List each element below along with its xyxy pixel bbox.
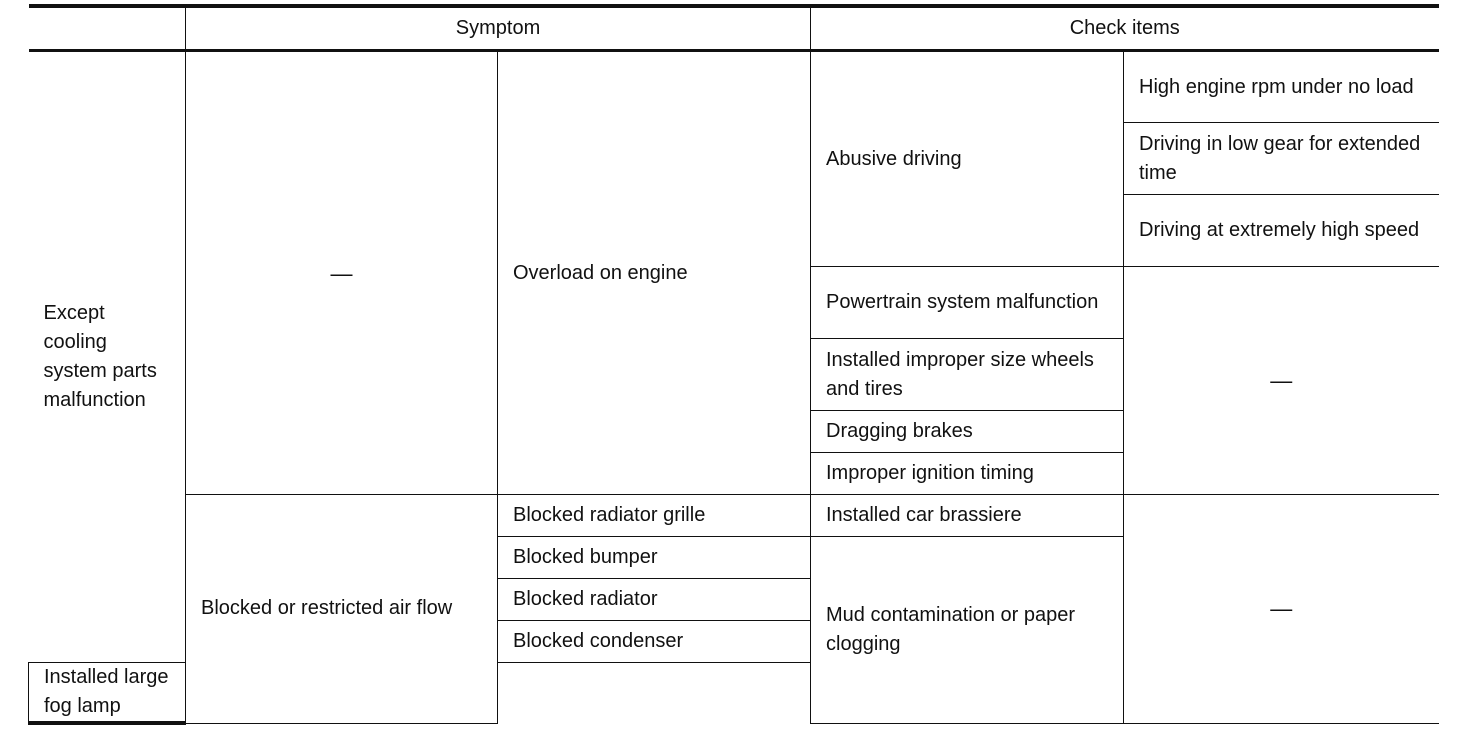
table-header-row	[29, 6, 1439, 51]
cause-item: Blocked radiator grille	[498, 495, 811, 537]
check-detail-item: High engine rpm under no load	[1124, 51, 1439, 123]
check-item: Installed car brassiere	[811, 495, 1124, 537]
symptom-overload-cell: Overload on engine	[498, 51, 811, 495]
symptom-airflow-cell: Blocked or restricted air flow	[186, 495, 498, 724]
category-cell: Except cooling system parts malfunction	[29, 51, 186, 663]
check-item: Improper ignition timing	[811, 453, 1124, 495]
header-check-items: Check items	[811, 6, 1439, 51]
check-detail-dash: —	[1124, 267, 1439, 495]
cause-item: Blocked radiator	[498, 579, 811, 621]
check-detail-dash: —	[1124, 495, 1439, 724]
table-row	[29, 51, 1439, 123]
header-blank-cell	[29, 6, 186, 51]
header-symptom: Symptom	[186, 6, 811, 51]
check-item: Mud contamination or paper clogging	[811, 537, 1124, 724]
cause-item: Blocked bumper	[498, 537, 811, 579]
check-detail-item: Driving at extremely high speed	[1124, 195, 1439, 267]
check-item: Dragging brakes	[811, 411, 1124, 453]
check-item: Installed improper size wheels and tires	[811, 339, 1124, 411]
check-abusive-driving: Abusive driving	[811, 51, 1124, 267]
cause-item: Installed large fog lamp	[29, 663, 186, 724]
check-item: Powertrain system malfunction	[811, 267, 1124, 339]
troubleshooting-table	[28, 4, 1439, 725]
table-row	[29, 495, 1439, 537]
symptom-sub-cell: —	[186, 51, 498, 495]
cause-item: Blocked condenser	[498, 621, 811, 663]
check-detail-item: Driving in low gear for extended time	[1124, 123, 1439, 195]
